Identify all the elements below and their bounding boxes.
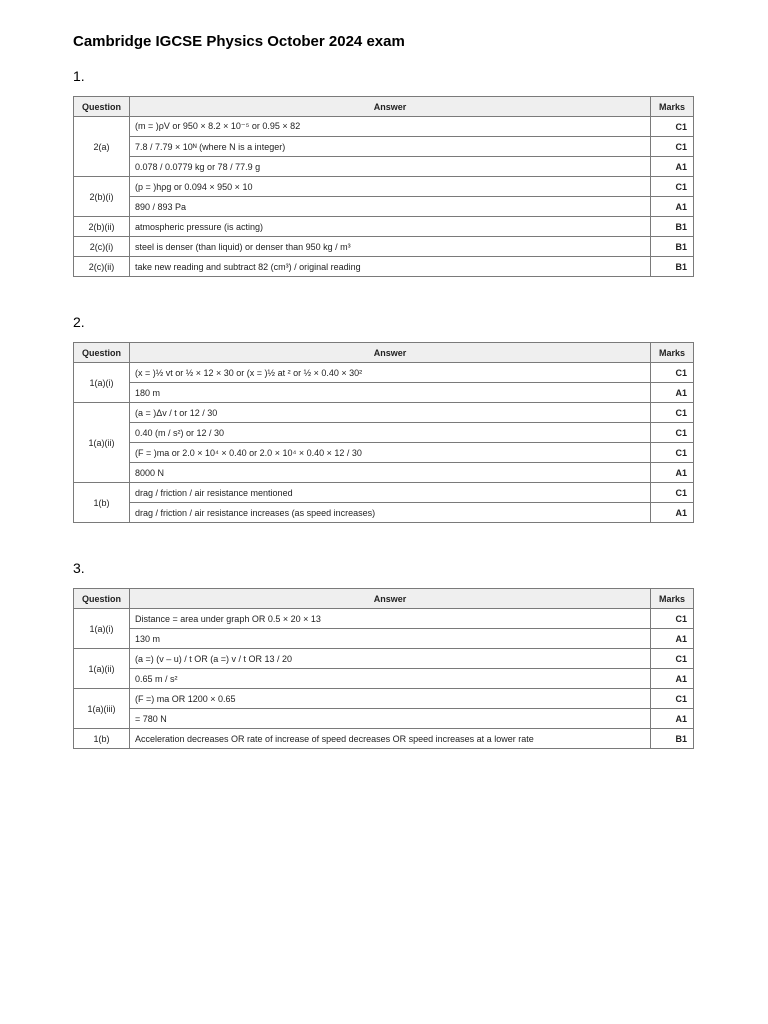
marks-cell: C1 bbox=[651, 443, 694, 463]
marks-cell: C1 bbox=[651, 649, 694, 669]
table-row bbox=[74, 157, 694, 177]
table-row bbox=[74, 649, 694, 669]
marks-cell: A1 bbox=[651, 669, 694, 689]
question-cell: 2(c)(ii) bbox=[74, 257, 130, 277]
table-row bbox=[74, 237, 694, 257]
answer-cell: drag / friction / air resistance increases (as speed increases) bbox=[130, 503, 651, 523]
mark-scheme-table-3 bbox=[73, 588, 694, 749]
marks-cell: A1 bbox=[651, 383, 694, 403]
marks-cell: B1 bbox=[651, 217, 694, 237]
marks-cell: C1 bbox=[651, 137, 694, 157]
table-row bbox=[74, 503, 694, 523]
answer-cell: (p = )hρg or 0.094 × 950 × 10 bbox=[130, 177, 651, 197]
question-cell: 1(a)(i) bbox=[74, 363, 130, 403]
answer-cell: 180 m bbox=[130, 383, 651, 403]
answer-cell: = 780 N bbox=[130, 709, 651, 729]
table-row bbox=[74, 197, 694, 217]
marks-cell: A1 bbox=[651, 157, 694, 177]
table-row bbox=[74, 257, 694, 277]
answer-cell: drag / friction / air resistance mentioned bbox=[130, 483, 651, 503]
mark-scheme-table-1 bbox=[73, 96, 694, 277]
answer-cell: (a =) (v – u) / t OR (a =) v / t OR 13 / 20 bbox=[130, 649, 651, 669]
table-row bbox=[74, 483, 694, 503]
table-row bbox=[74, 423, 694, 443]
marks-cell: A1 bbox=[651, 629, 694, 649]
table-row bbox=[74, 403, 694, 423]
marks-cell: C1 bbox=[651, 403, 694, 423]
question-cell: 2(a) bbox=[74, 117, 130, 177]
mark-scheme-table-2 bbox=[73, 342, 694, 523]
header-answer: Answer bbox=[130, 97, 651, 117]
marks-cell: A1 bbox=[651, 503, 694, 523]
table-row bbox=[74, 669, 694, 689]
answer-cell: 0.078 / 0.0779 kg or 78 / 77.9 g bbox=[130, 157, 651, 177]
answer-cell: 130 m bbox=[130, 629, 651, 649]
header-marks: Marks bbox=[651, 97, 694, 117]
page-title: Cambridge IGCSE Physics October 2024 exam bbox=[73, 33, 405, 50]
table-row bbox=[74, 117, 694, 137]
marks-cell: B1 bbox=[651, 237, 694, 257]
section-3-number: 3. bbox=[73, 560, 85, 576]
header-question: Question bbox=[74, 97, 130, 117]
answer-cell: Acceleration decreases OR rate of increase of speed decreases OR speed increases at a lower rate bbox=[130, 729, 651, 749]
table-row bbox=[74, 443, 694, 463]
table-row bbox=[74, 137, 694, 157]
header-marks: Marks bbox=[651, 589, 694, 609]
answer-cell: (m = )ρV or 950 × 8.2 × 10⁻⁵ or 0.95 × 82 bbox=[130, 117, 651, 137]
question-cell: 1(a)(i) bbox=[74, 609, 130, 649]
answer-cell: 0.40 (m / s²) or 12 / 30 bbox=[130, 423, 651, 443]
marks-cell: C1 bbox=[651, 689, 694, 709]
answer-cell: atmospheric pressure (is acting) bbox=[130, 217, 651, 237]
question-cell: 1(a)(ii) bbox=[74, 403, 130, 483]
marks-cell: C1 bbox=[651, 117, 694, 137]
table-row bbox=[74, 463, 694, 483]
table-row bbox=[74, 729, 694, 749]
answer-cell: 890 / 893 Pa bbox=[130, 197, 651, 217]
answer-cell: (a = )Δv / t or 12 / 30 bbox=[130, 403, 651, 423]
question-cell: 2(b)(i) bbox=[74, 177, 130, 217]
header-answer: Answer bbox=[130, 343, 651, 363]
answer-cell: (F = )ma or 2.0 × 10⁴ × 0.40 or 2.0 × 10⁴ × 0.40 × 12 / 30 bbox=[130, 443, 651, 463]
marks-cell: A1 bbox=[651, 709, 694, 729]
table-row bbox=[74, 363, 694, 383]
question-cell: 2(b)(ii) bbox=[74, 217, 130, 237]
table-row bbox=[74, 629, 694, 649]
question-cell: 1(a)(iii) bbox=[74, 689, 130, 729]
table-row bbox=[74, 709, 694, 729]
section-1-number: 1. bbox=[73, 68, 85, 84]
question-cell: 2(c)(i) bbox=[74, 237, 130, 257]
table-row bbox=[74, 217, 694, 237]
answer-cell: 7.8 / 7.79 × 10ᴺ (where N is a integer) bbox=[130, 137, 651, 157]
answer-cell: (F =) ma OR 1200 × 0.65 bbox=[130, 689, 651, 709]
table-row bbox=[74, 177, 694, 197]
header-question: Question bbox=[74, 343, 130, 363]
header-question: Question bbox=[74, 589, 130, 609]
table-row bbox=[74, 609, 694, 629]
section-2-number: 2. bbox=[73, 314, 85, 330]
marks-cell: C1 bbox=[651, 423, 694, 443]
table-row bbox=[74, 383, 694, 403]
answer-cell: 8000 N bbox=[130, 463, 651, 483]
marks-cell: C1 bbox=[651, 177, 694, 197]
marks-cell: A1 bbox=[651, 197, 694, 217]
table-row bbox=[74, 689, 694, 709]
marks-cell: C1 bbox=[651, 483, 694, 503]
header-marks: Marks bbox=[651, 343, 694, 363]
header-answer: Answer bbox=[130, 589, 651, 609]
marks-cell: B1 bbox=[651, 729, 694, 749]
question-cell: 1(b) bbox=[74, 483, 130, 523]
answer-cell: (x = )½ vt or ½ × 12 × 30 or (x = )½ at ² or ½ × 0.40 × 30² bbox=[130, 363, 651, 383]
answer-cell: 0.65 m / s² bbox=[130, 669, 651, 689]
answer-cell: steel is denser (than liquid) or denser than 950 kg / m³ bbox=[130, 237, 651, 257]
answer-cell: take new reading and subtract 82 (cm³) / original reading bbox=[130, 257, 651, 277]
marks-cell: C1 bbox=[651, 609, 694, 629]
question-cell: 1(a)(ii) bbox=[74, 649, 130, 689]
question-cell: 1(b) bbox=[74, 729, 130, 749]
marks-cell: B1 bbox=[651, 257, 694, 277]
marks-cell: A1 bbox=[651, 463, 694, 483]
answer-cell: Distance = area under graph OR 0.5 × 20 × 13 bbox=[130, 609, 651, 629]
marks-cell: C1 bbox=[651, 363, 694, 383]
